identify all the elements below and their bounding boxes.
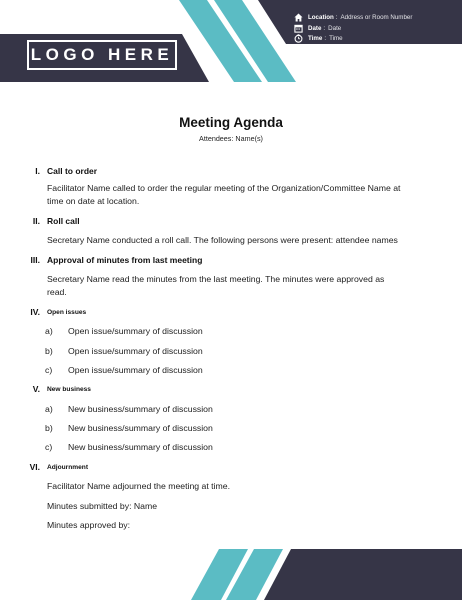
section-text-call-to-order-line-2: time on date at location. xyxy=(47,196,140,206)
date-value: Date xyxy=(328,24,342,32)
section-text-approval-line-2: read. xyxy=(47,287,67,297)
time-info: Time : Time xyxy=(293,33,343,43)
page-title: Meeting Agenda xyxy=(179,115,283,130)
time-value: Time xyxy=(329,34,343,42)
attendees-line: Attendees: Name(s) xyxy=(199,134,263,143)
section-number-5: V. xyxy=(32,384,40,394)
section-number-4: IV. xyxy=(30,307,40,317)
section-title-new-business: New business xyxy=(47,386,91,393)
new-business-item-c: New business/summary of discussion xyxy=(68,442,213,452)
header-dark-band-right xyxy=(258,0,462,44)
section-title-roll-call: Roll call xyxy=(47,216,80,226)
open-issue-item-b: Open issue/summary of discussion xyxy=(68,346,203,356)
calendar-icon xyxy=(293,23,303,33)
section-number-3: III. xyxy=(30,255,40,265)
location-value: Address or Room Number xyxy=(340,13,413,21)
clock-icon xyxy=(293,33,303,43)
section-title-call-to-order: Call to order xyxy=(47,166,98,176)
section-text-adjournment: Facilitator Name adjourned the meeting at time. xyxy=(47,481,231,491)
open-issue-letter-b: b) xyxy=(45,346,53,356)
location-label: Location xyxy=(308,13,334,21)
new-business-letter-b: b) xyxy=(45,423,53,433)
new-business-letter-a: a) xyxy=(45,404,53,414)
open-issue-letter-c: c) xyxy=(45,365,53,375)
open-issue-letter-a: a) xyxy=(45,326,53,336)
footer-dark-band xyxy=(264,549,462,600)
open-issue-item-c: Open issue/summary of discussion xyxy=(68,365,203,375)
section-number-6: VI. xyxy=(29,462,40,472)
new-business-item-a: New business/summary of discussion xyxy=(68,404,213,414)
section-number-2: II. xyxy=(32,216,40,226)
section-text-approval-line-1: Secretary Name read the minutes from the last meeting. The minutes were approved as xyxy=(47,274,385,284)
minutes-submitted-by: Minutes submitted by: Name xyxy=(47,501,158,511)
section-text-roll-call: Secretary Name conducted a roll call. The following persons were present: attendee names xyxy=(47,235,398,245)
section-number-1: I. xyxy=(35,166,40,176)
logo: LOGO HERE xyxy=(27,40,177,70)
minutes-approved-by: Minutes approved by: xyxy=(47,520,131,530)
new-business-letter-c: c) xyxy=(45,442,53,452)
home-icon xyxy=(293,12,303,22)
new-business-item-b: New business/summary of discussion xyxy=(68,423,213,433)
location-info: Location : Address or Room Number xyxy=(293,12,412,22)
date-info: Date : Date xyxy=(293,23,341,33)
section-title-adjournment: Adjournment xyxy=(47,464,89,471)
section-title-open-issues: Open issues xyxy=(47,309,87,316)
date-label: Date xyxy=(308,24,322,32)
open-issue-item-a: Open issue/summary of discussion xyxy=(68,326,203,336)
time-label: Time xyxy=(308,34,323,42)
section-title-approval-of-minutes: Approval of minutes from last meeting xyxy=(47,255,203,265)
section-text-call-to-order-line-1: Facilitator Name called to order the regular meeting of the Organization/Committee Name at xyxy=(47,183,401,193)
